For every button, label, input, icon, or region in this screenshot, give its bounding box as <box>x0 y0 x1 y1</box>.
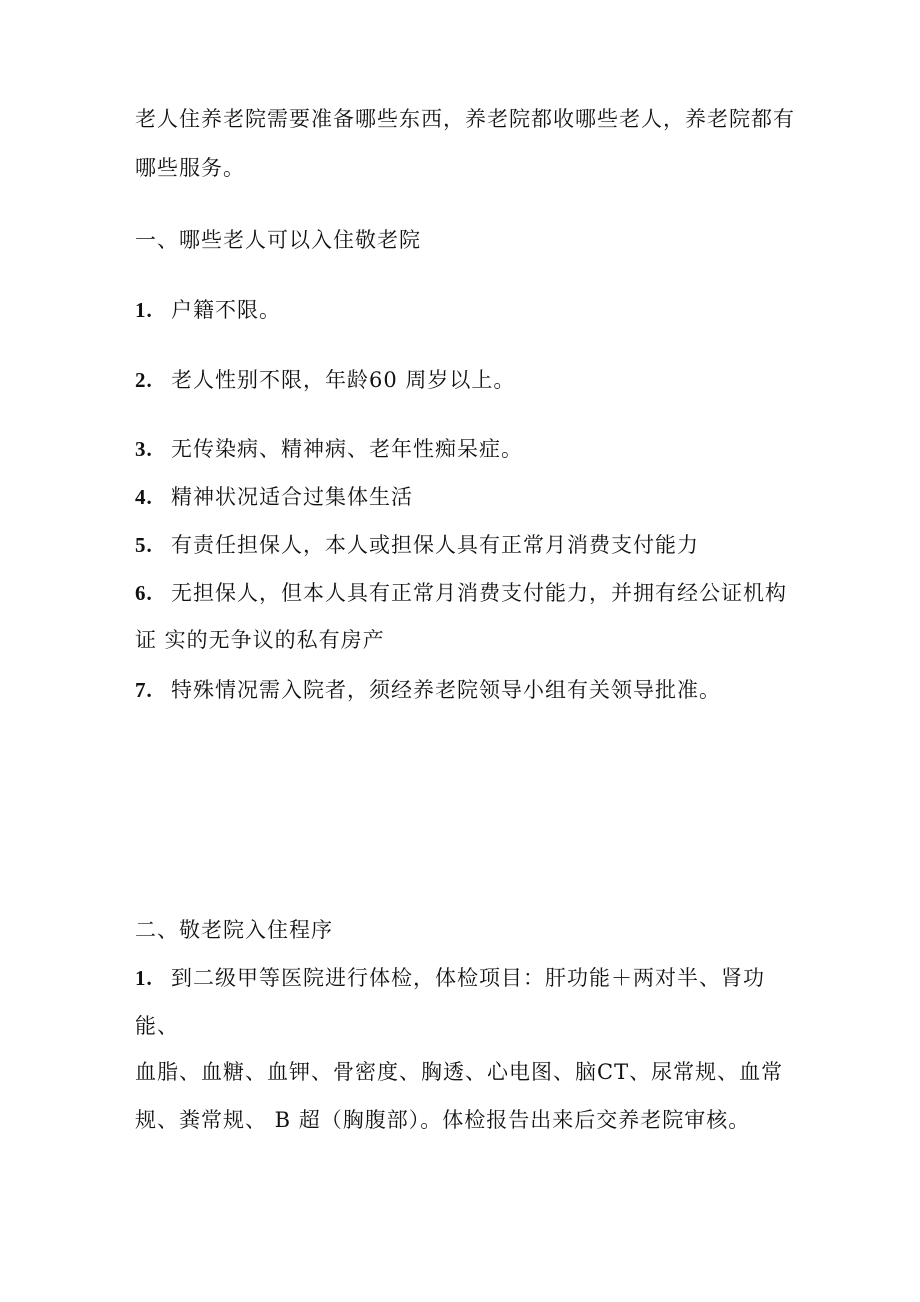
list-item-number: 2. <box>135 368 153 392</box>
list-item <box>135 964 765 992</box>
list-item <box>135 676 721 704</box>
list-item-text: 有责任担保人，本人或担保人具有正常月消费支付能力 <box>171 533 699 557</box>
list-item-text: 精神状况适合过集体生活 <box>171 485 413 509</box>
list-item-continuation: 证 实的无争议的私有房产 <box>135 628 385 652</box>
list-item-number: 5. <box>135 533 153 557</box>
section2-heading: 二、敬老院入住程序 <box>135 918 333 942</box>
list-item <box>135 366 515 394</box>
section1-heading: 一、哪些老人可以入住敬老院 <box>135 228 421 252</box>
list-item <box>135 531 699 559</box>
list-item-text: 无传染病、精神病、老年性痴呆症。 <box>171 437 523 461</box>
list-item-continuation: 规、粪常规、 B 超（胸腹部）。体检报告出来后交养老院审核。 <box>135 1108 751 1132</box>
list-item <box>135 483 413 511</box>
list-item-number: 4. <box>135 485 153 509</box>
list-item-continuation: 血脂、血糖、血钾、骨密度、胸透、心电图、脑CT、尿常规、血常 <box>135 1060 784 1084</box>
list-item-number: 7. <box>135 678 153 702</box>
list-item <box>135 296 281 324</box>
list-item <box>135 579 787 607</box>
list-item-text: 老人性别不限，年龄60 周岁以上。 <box>171 368 516 392</box>
list-item-continuation: 能、 <box>135 1014 179 1038</box>
intro-line-1: 老人住养老院需要准备哪些东西，养老院都收哪些老人，养老院都有 <box>135 107 795 131</box>
list-item-number: 1. <box>135 966 153 990</box>
list-item-text: 户籍不限。 <box>171 298 281 322</box>
list-item-text: 无担保人，但本人具有正常月消费支付能力，并拥有经公证机构 <box>171 581 787 605</box>
list-item <box>135 435 523 463</box>
intro-line-2: 哪些服务。 <box>135 156 245 180</box>
list-item-text: 到二级甲等医院进行体检，体检项目：肝功能＋两对半、肾功 <box>171 966 765 990</box>
list-item-number: 1. <box>135 298 153 322</box>
list-item-text: 特殊情况需入院者，须经养老院领导小组有关领导批准。 <box>171 678 721 702</box>
list-item-number: 6. <box>135 581 153 605</box>
list-item-number: 3. <box>135 437 153 461</box>
